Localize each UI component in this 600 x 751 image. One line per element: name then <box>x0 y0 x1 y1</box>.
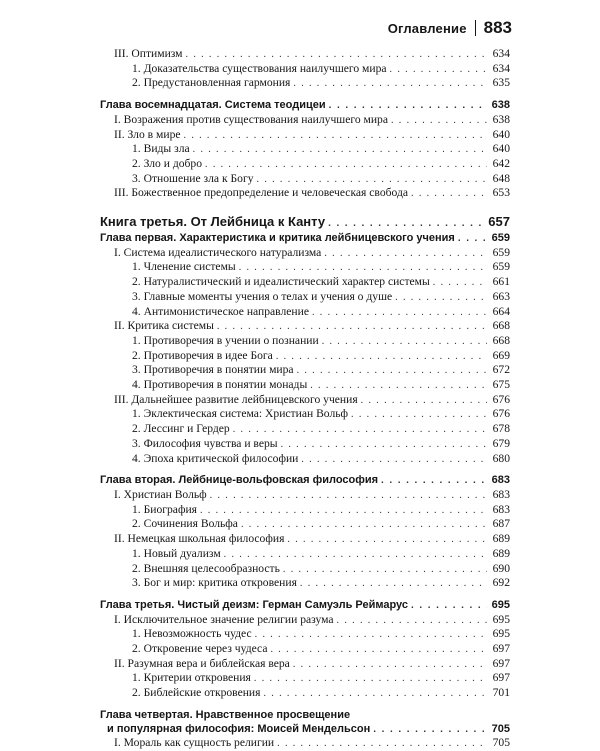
toc-subsection: 1. Членение системы . . . 659 <box>100 260 510 275</box>
toc-subsection: 3. Философия чувства и веры . . . 679 <box>100 437 510 452</box>
toc-subsection: 4. Антимонистическое направление . . . 664 <box>100 305 510 320</box>
toc-subsection: 1. Доказательства существования наилучшего мира . . . 634 <box>100 62 510 77</box>
toc-subsection: 2. Противоречия в идее Бога . . . 669 <box>100 349 510 364</box>
toc-subsection: 1. Критерии откровения . . . 697 <box>100 671 510 686</box>
toc-subsection: 3. Отношение зла к Богу . . . 648 <box>100 172 510 187</box>
toc-book: Книга третья. От Лейбница к Канту . . . 657 <box>100 214 510 232</box>
toc-section: III. Дальнейшее развитие лейбницевского учения . . . 676 <box>100 393 510 408</box>
toc-section: I. Система идеалистического натурализма . . . 659 <box>100 246 510 261</box>
header-title: Оглавление <box>387 20 467 36</box>
toc-subsection: 1. Новый дуализм . . . 689 <box>100 547 510 562</box>
toc-subsection: 1. Биография . . . 683 <box>100 503 510 518</box>
toc-subsection: 2. Библейские откровения . . . 701 <box>100 686 510 701</box>
toc-subsection: 1. Невозможность чудес . . . 695 <box>100 627 510 642</box>
toc-chapter-line1: Глава четвертая. Нравственное просвещение <box>100 708 351 721</box>
toc-subsection: 2. Внешняя целесообразность . . . 690 <box>100 562 510 577</box>
toc-section: II. Критика системы . . . 668 <box>100 319 510 334</box>
toc-subsection: 2. Сочинения Вольфа . . . 687 <box>100 517 510 532</box>
header-divider <box>475 20 476 36</box>
toc-subsection: 1. Эклектическая система: Христиан Вольф . . . 676 <box>100 407 510 422</box>
toc-subsection: 4. Противоречия в понятии монады . . . 675 <box>100 378 510 393</box>
toc-subsection: 2. Предустановленная гармония . . . 635 <box>100 76 510 91</box>
toc-subsection: 2. Лессинг и Гердер . . . 678 <box>100 422 510 437</box>
toc-subsection: 3. Бог и мир: критика откровения . . . 692 <box>100 576 510 591</box>
toc-chapter-line2: и популярная философия: Моисей Мендельсон . . . 705 <box>100 723 510 737</box>
toc-subsection: 2. Зло и добро . . . 642 <box>100 157 510 172</box>
page-number: 883 <box>483 18 512 37</box>
toc-chapter: Глава третья. Чистый деизм: Герман Самуэль Реймарус . . . 695 <box>100 599 510 613</box>
toc-chapter: Глава вторая. Лейбнице-вольфовская философия . . . 683 <box>100 474 510 488</box>
toc-section: I. Исключительное значение религии разума . . . 695 <box>100 613 510 628</box>
table-of-contents <box>100 47 510 751</box>
running-header <box>388 18 512 38</box>
toc-section: I. Возражения против существования наилучшего мира . . . 638 <box>100 113 510 128</box>
toc-section: II. Разумная вера и библейская вера . . . 697 <box>100 657 510 672</box>
toc-subsection: 3. Противоречия в понятии мира . . . 672 <box>100 363 510 378</box>
toc-section: III. Божественное предопределение и человеческая свобода . . . 653 <box>100 186 510 201</box>
toc-section: III. Оптимизм . . . 634 <box>100 47 510 62</box>
toc-section: I. Христиан Вольф . . . 683 <box>100 488 510 503</box>
toc-chapter: Глава восемнадцатая. Система теодицеи . . . 638 <box>100 99 510 113</box>
toc-subsection: 1. Противоречия в учении о познании . . . 668 <box>100 334 510 349</box>
toc-subsection: 2. Натуралистический и идеалистический характер системы . . . 661 <box>100 275 510 290</box>
toc-subsection: 3. Главные моменты учения о телах и учения о душе . . . 663 <box>100 290 510 305</box>
toc-subsection: 4. Эпоха критической философии . . . 680 <box>100 452 510 467</box>
toc-subsection: 1. Виды зла . . . 640 <box>100 142 510 157</box>
toc-section: II. Зло в мире . . . 640 <box>100 128 510 143</box>
toc-section: II. Немецкая школьная философия . . . 689 <box>100 532 510 547</box>
toc-subsection: 2. Откровение через чудеса . . . 697 <box>100 642 510 657</box>
toc-section: I. Мораль как сущность религии . . . 705 <box>100 736 510 751</box>
toc-chapter: Глава первая. Характеристика и критика лейбницевского учения . . . 659 <box>100 232 510 246</box>
